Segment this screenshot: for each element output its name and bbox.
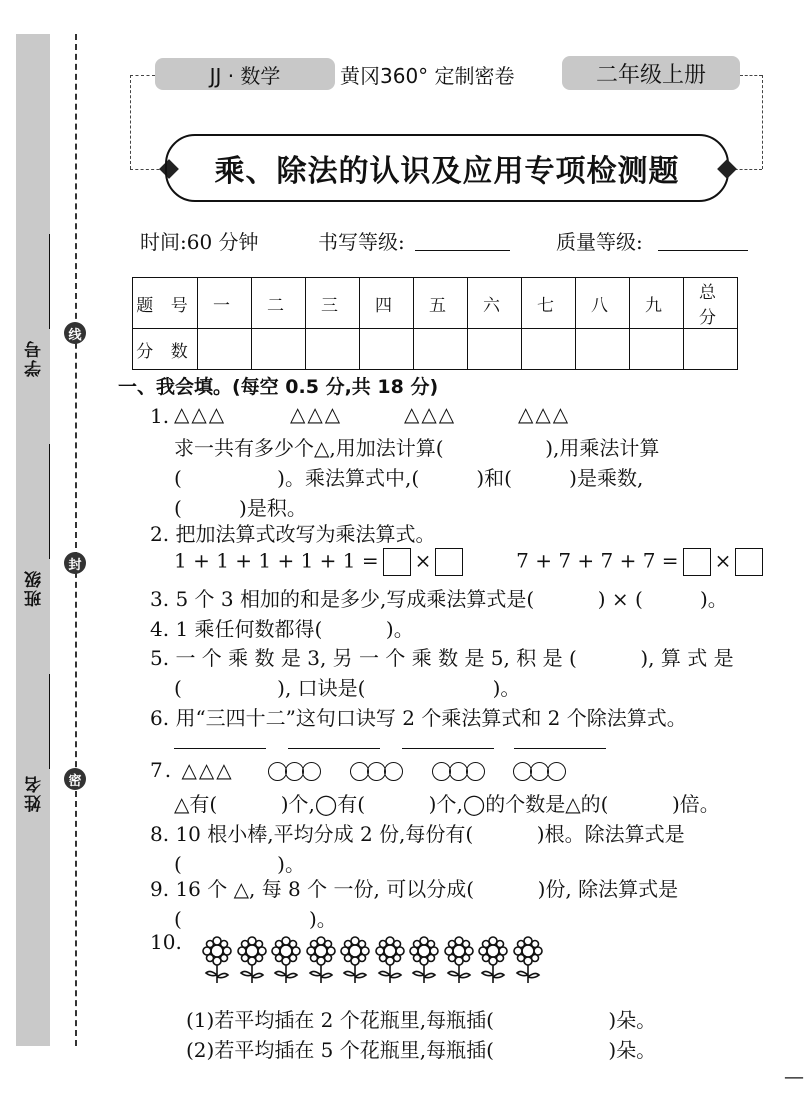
score-row-label: 分 数 (133, 329, 198, 370)
circle-group (350, 758, 401, 782)
triangle-group: △△△ (174, 402, 227, 426)
question-text: 3. 5 个 3 相加的和是多少,写成乘法算式是( ) × ( )。 (150, 587, 728, 611)
score-cell[interactable] (360, 329, 414, 370)
flower-icon (373, 937, 407, 985)
subject-tag: JJ · 数学 (155, 58, 335, 90)
answer-line[interactable] (402, 748, 494, 749)
flower-icon (269, 937, 303, 985)
circle-icon (432, 762, 451, 781)
header-dash (130, 75, 131, 169)
question-text: ( )是积。 (174, 496, 307, 520)
answer-box[interactable] (735, 548, 763, 576)
question-text: 5. 一 个 乘 数 是 3, 另 一 个 乘 数 是 5, 积 是 ( ), 算 式 是 (150, 646, 734, 670)
score-header-cell: 二 (252, 278, 306, 329)
score-header-cell: 五 (414, 278, 468, 329)
score-header-cell: 六 (468, 278, 522, 329)
page-dash: — (784, 1064, 804, 1088)
answer-line[interactable] (288, 748, 380, 749)
score-header-cell: 一 (198, 278, 252, 329)
score-header-cell: 总 分 (684, 278, 738, 329)
score-cell[interactable] (522, 329, 576, 370)
score-header-cell: 八 (576, 278, 630, 329)
class-label: 班级 (25, 569, 45, 607)
cut-line (75, 34, 77, 1046)
circle-icon (449, 762, 468, 781)
writing-grade-label: 书写等级: (318, 230, 405, 254)
question-text: 8. 10 根小棒,平均分成 2 份,每份有( )根。除法算式是 (150, 822, 685, 846)
flower-icon (304, 937, 338, 985)
question-text: △有( )个,◯有( )个,◯的个数是△的( )倍。 (174, 792, 720, 816)
times-sign: × (414, 548, 432, 573)
question-number: 10. (150, 930, 182, 954)
equation-text: 7 + 7 + 7 + 7 = (516, 548, 679, 573)
question-text: ( )。 (174, 907, 337, 931)
score-cell[interactable] (306, 329, 360, 370)
name-field[interactable] (49, 674, 50, 769)
header-dash (130, 75, 155, 76)
grade-tag: 二年级上册 (562, 56, 740, 90)
score-header-cell: 九 (630, 278, 684, 329)
question-text: ( ), 口诀是( )。 (174, 676, 521, 700)
seal-secret: 密 (64, 768, 86, 790)
student-id-label: 学号 (25, 339, 45, 377)
score-header-cell: 七 (522, 278, 576, 329)
flower-icon (338, 937, 372, 985)
question-text: 9. 16 个 △, 每 8 个 一份, 可以分成( )份, 除法算式是 (150, 877, 679, 901)
score-header-row (133, 278, 738, 329)
q7-figures (150, 758, 564, 782)
equation-text: 1 + 1 + 1 + 1 + 1 = (174, 548, 379, 573)
score-cell[interactable] (414, 329, 468, 370)
triangle-group: △△△ (404, 402, 457, 426)
section-heading: 一、我会填。(每空 0.5 分,共 18 分) (118, 376, 439, 398)
triangle-group: 7. △△△ (150, 758, 234, 782)
answer-line[interactable] (514, 748, 606, 749)
circle-icon (302, 762, 321, 781)
question-text: ( )。乘法算式中,( )和( )是乘数, (174, 466, 644, 490)
brand-text: 黄冈360° 定制密卷 (340, 64, 515, 88)
score-cell[interactable] (576, 329, 630, 370)
score-cell[interactable] (468, 329, 522, 370)
equation-row (174, 548, 767, 576)
student-id-field[interactable] (49, 234, 50, 329)
question-number: 1. (150, 404, 170, 428)
score-cell[interactable] (252, 329, 306, 370)
circle-group (513, 758, 564, 782)
triangle-group: △△△ (290, 402, 343, 426)
class-field[interactable] (49, 444, 50, 559)
circle-group (432, 758, 483, 782)
quality-grade-field[interactable] (658, 250, 748, 251)
score-header-cell: 题 号 (133, 278, 198, 329)
flower-icon (200, 937, 234, 985)
flower-icon (235, 937, 269, 985)
score-value-row (133, 329, 738, 370)
score-table (132, 277, 738, 370)
seal-line: 线 (64, 322, 86, 344)
question-text: 2. 把加法算式改写为乘法算式。 (150, 522, 436, 546)
question-text: 6. 用“三四十二”这句口诀写 2 个乘法算式和 2 个除法算式。 (150, 706, 687, 730)
score-cell[interactable] (630, 329, 684, 370)
circle-group (268, 758, 319, 782)
header-dash (762, 75, 763, 169)
answer-box[interactable] (435, 548, 463, 576)
time-info: 时间:60 分钟 (140, 230, 259, 254)
seal-seal: 封 (64, 552, 86, 574)
question-text: 4. 1 乘任何数都得( )。 (150, 617, 414, 641)
answer-line[interactable] (174, 748, 266, 749)
flower-icon (476, 937, 510, 985)
question-text: ( )。 (174, 852, 305, 876)
circle-icon (384, 762, 403, 781)
question-text: 求一共有多少个△,用加法计算( ),用乘法计算 (174, 436, 660, 460)
header-dash (740, 75, 762, 76)
score-cell[interactable] (684, 329, 738, 370)
answer-box[interactable] (683, 548, 711, 576)
question-text: (1)若平均插在 2 个花瓶里,每瓶插( )朵。 (186, 1008, 657, 1032)
flower-icon (511, 937, 545, 985)
times-sign: × (714, 548, 732, 573)
writing-grade-field[interactable] (415, 250, 510, 251)
flower-icon (407, 937, 441, 985)
score-header-cell: 三 (306, 278, 360, 329)
score-header-cell: 四 (360, 278, 414, 329)
triangle-group: △△△ (518, 402, 571, 426)
circle-icon (466, 762, 485, 781)
flower-icon (442, 937, 476, 985)
name-label: 姓名 (25, 774, 45, 812)
circle-icon (547, 762, 566, 781)
quality-grade-label: 质量等级: (556, 230, 643, 254)
binding-strip (16, 34, 50, 1046)
answer-box[interactable] (383, 548, 411, 576)
page-title: 乘、除法的认识及应用专项检测题 (165, 134, 729, 202)
question-text: (2)若平均插在 5 个花瓶里,每瓶插( )朵。 (186, 1038, 657, 1062)
score-cell[interactable] (198, 329, 252, 370)
